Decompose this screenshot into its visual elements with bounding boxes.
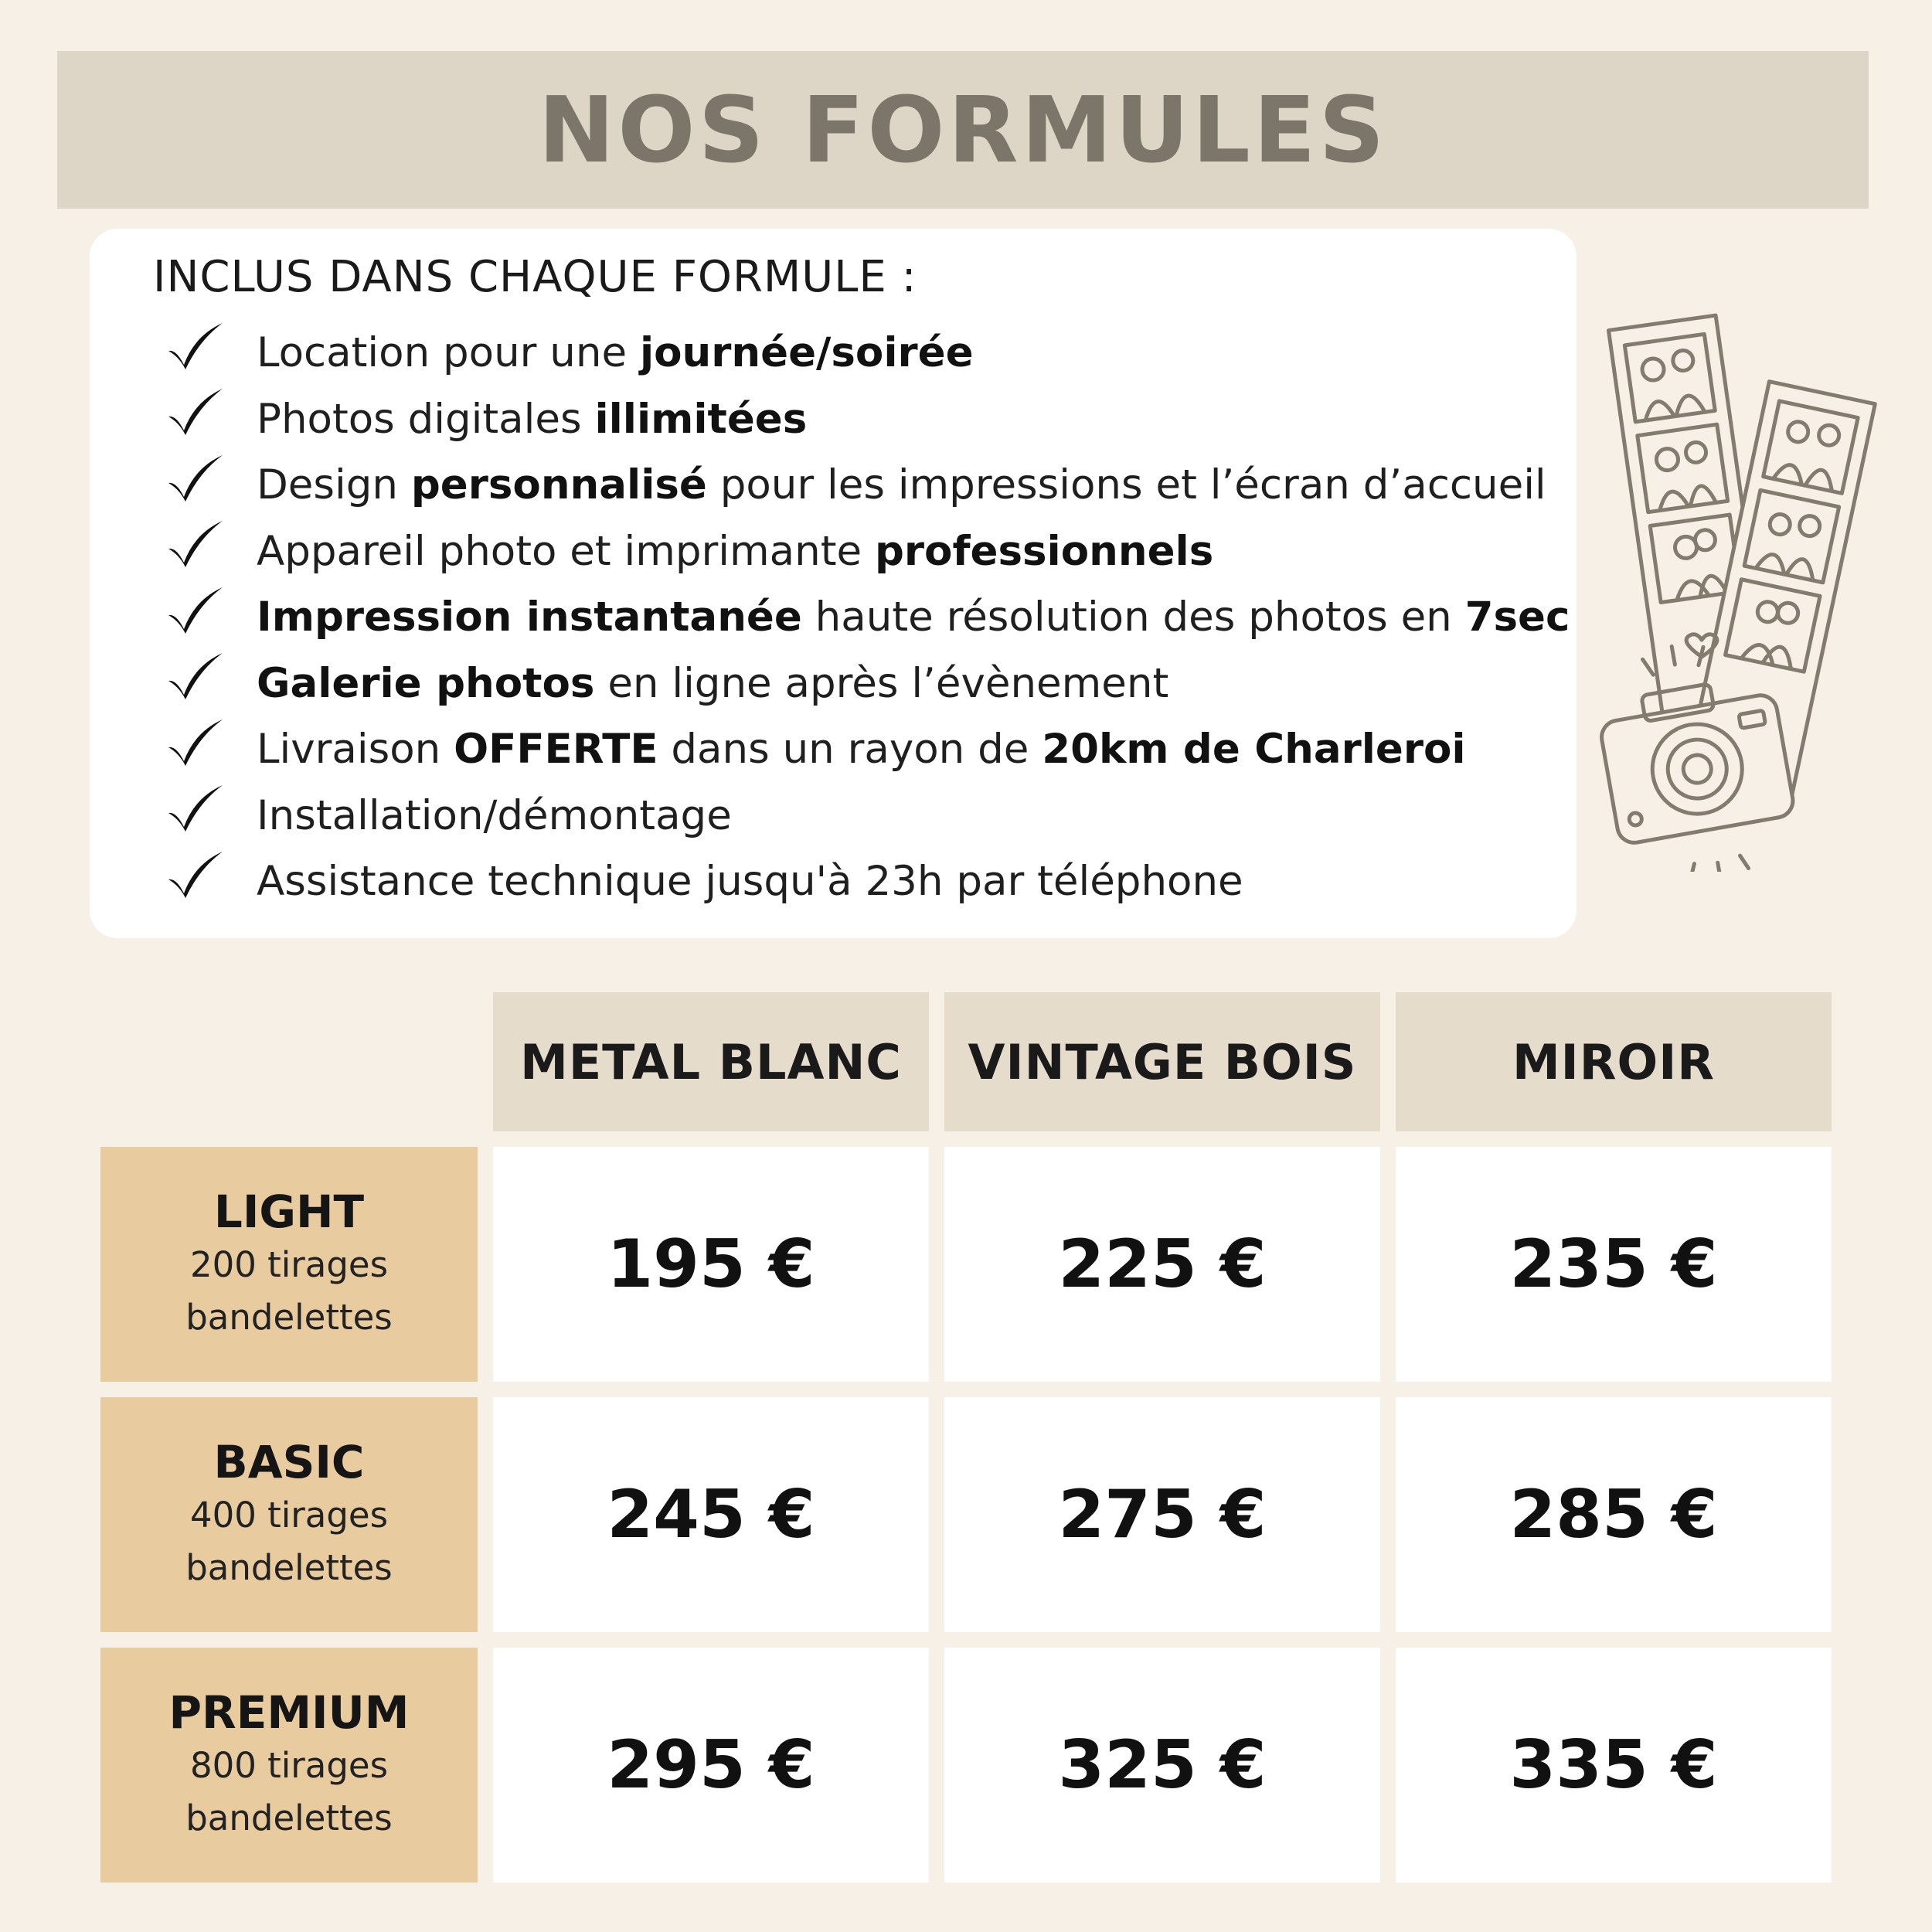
price-value: 335 €	[1509, 1726, 1718, 1804]
feature-text	[257, 726, 1466, 773]
row-format: bandelettes	[185, 1547, 393, 1588]
feature-text	[257, 660, 1168, 707]
feature-text-bold: 20km de Charleroi	[1042, 726, 1466, 774]
feature-text	[257, 396, 807, 443]
price-cell	[493, 1648, 929, 1883]
feature-text-part: en ligne après l’évènement	[594, 659, 1169, 707]
feature-text-part: Appareil photo et imprimante	[257, 527, 875, 575]
feature-text-bold: 7sec	[1464, 594, 1570, 641]
price-value: 245 €	[607, 1476, 815, 1553]
price-cell	[1396, 1397, 1832, 1632]
feature-text-part: pour les impressions et l’écran d’accueil	[706, 461, 1546, 509]
feature-text-bold: illimitées	[594, 395, 808, 443]
checkmark-icon	[164, 782, 226, 836]
checkmark-icon	[164, 320, 226, 374]
row-name: LIGHT	[213, 1185, 365, 1238]
row-prints: 400 tirages	[189, 1495, 389, 1536]
feature-text-part: Livraison	[257, 726, 454, 774]
checkmark-icon	[164, 518, 226, 572]
row-header	[100, 1648, 478, 1883]
feature-text	[257, 858, 1243, 905]
title-banner	[57, 51, 1869, 209]
feature-text	[257, 329, 974, 376]
price-value: 225 €	[1058, 1226, 1267, 1303]
checkmark-icon	[164, 716, 226, 770]
column-header	[1396, 992, 1832, 1131]
row-prints: 200 tirages	[189, 1244, 389, 1285]
feature-item	[164, 849, 1570, 915]
feature-text-bold: Impression instantanée	[257, 594, 802, 641]
column-header	[493, 992, 929, 1131]
price-cell	[944, 1648, 1380, 1883]
row-format: bandelettes	[185, 1297, 393, 1338]
row-header	[100, 1397, 478, 1632]
feature-text-part: Photos digitales	[257, 395, 595, 443]
price-value: 195 €	[607, 1226, 815, 1303]
feature-text	[257, 594, 1570, 641]
feature-text	[257, 792, 732, 839]
feature-text-bold: OFFERTE	[454, 726, 658, 774]
feature-text	[257, 528, 1213, 575]
page-title: NOS FORMULES	[538, 77, 1388, 183]
row-format: bandelettes	[185, 1798, 393, 1838]
row-name: BASIC	[213, 1436, 365, 1488]
price-value: 325 €	[1058, 1726, 1267, 1804]
price-value: 285 €	[1509, 1476, 1718, 1553]
includes-card	[90, 229, 1577, 938]
feature-item	[164, 320, 1570, 386]
feature-list	[164, 320, 1570, 915]
checkmark-icon	[164, 584, 226, 638]
feature-item	[164, 651, 1570, 717]
price-cell	[1396, 1648, 1832, 1883]
feature-item	[164, 716, 1570, 783]
feature-text-part: Installation/démontage	[257, 791, 732, 839]
column-header	[944, 992, 1380, 1131]
feature-text-part: dans un rayon de	[658, 726, 1043, 774]
price-cell	[493, 1147, 929, 1382]
feature-item	[164, 386, 1570, 453]
column-header-label: MIROIR	[1512, 1033, 1716, 1090]
feature-text-part: Design	[257, 461, 411, 509]
checkmark-icon	[164, 849, 226, 903]
feature-text	[257, 461, 1546, 509]
feature-item	[164, 783, 1570, 849]
feature-text-part: Assistance technique jusqu'à 23h par téléphone	[257, 858, 1243, 906]
price-cell	[1396, 1147, 1832, 1382]
feature-item	[164, 584, 1570, 651]
price-value: 275 €	[1058, 1476, 1267, 1553]
feature-text-bold: journée/soirée	[639, 329, 974, 377]
feature-text-bold: professionnels	[874, 527, 1214, 575]
checkmark-icon	[164, 452, 226, 506]
checkmark-icon	[164, 386, 226, 440]
feature-text-bold: Galerie photos	[257, 659, 595, 707]
checkmark-icon	[164, 650, 226, 704]
price-cell	[493, 1397, 929, 1632]
feature-text-part: haute résolution des photos en	[801, 594, 1465, 641]
row-header	[100, 1147, 478, 1382]
price-value: 235 €	[1509, 1226, 1718, 1303]
column-header-label: VINTAGE BOIS	[968, 1033, 1357, 1090]
feature-item	[164, 519, 1570, 585]
column-header-label: METAL BLANC	[520, 1033, 902, 1090]
row-name: PREMIUM	[168, 1686, 410, 1739]
price-cell	[944, 1397, 1380, 1632]
photo-strip-camera-icon	[1590, 308, 1923, 872]
includes-heading: INCLUS DANS CHAQUE FORMULE :	[153, 252, 917, 302]
row-prints: 800 tirages	[189, 1745, 389, 1786]
feature-text-part: Location pour une	[257, 329, 640, 377]
feature-item	[164, 452, 1570, 519]
price-cell	[944, 1147, 1380, 1382]
price-value: 295 €	[607, 1726, 815, 1804]
feature-text-bold: personnalisé	[410, 461, 707, 509]
